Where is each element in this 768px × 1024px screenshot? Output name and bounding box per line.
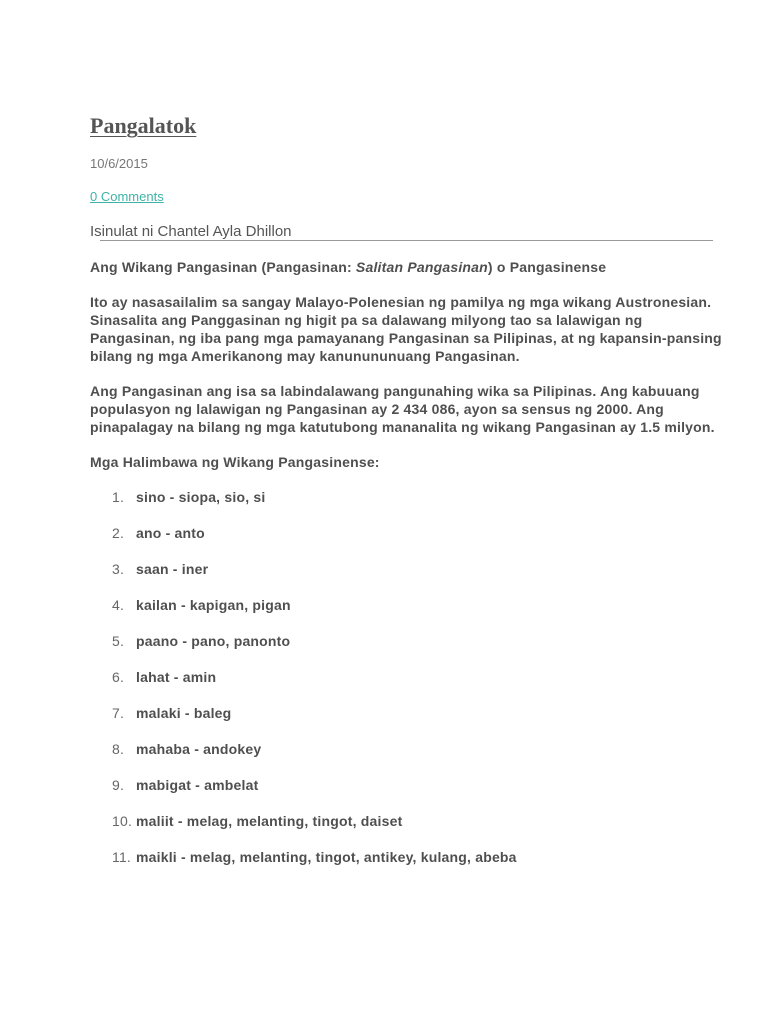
list-item-text: malaki - baleg <box>136 705 232 721</box>
list-item <box>90 740 722 776</box>
intro-text-italic: Salitan Pangasinan <box>355 259 488 275</box>
list-item-number: 5. <box>112 633 125 649</box>
comments-link[interactable]: 0 Comments <box>90 189 164 204</box>
examples-heading: Mga Halimbawa ng Wikang Pangasinense: <box>90 454 380 470</box>
list-item-text: maikli - melag, melanting, tingot, antikey, kulang, abeba <box>136 849 517 865</box>
list-item <box>90 524 722 560</box>
page-title: Pangalatok <box>90 113 197 138</box>
list-item-number: 4. <box>112 597 125 613</box>
list-item-text: lahat - amin <box>136 669 217 685</box>
examples-list <box>90 488 722 884</box>
list-item-number: 7. <box>112 705 125 721</box>
article-body <box>90 258 722 884</box>
list-item <box>90 560 722 596</box>
list-item-text: mabigat - ambelat <box>136 777 259 793</box>
list-item-number: 10. <box>112 813 133 829</box>
list-item-text: saan - iner <box>136 561 209 577</box>
byline-divider <box>100 240 713 241</box>
list-item-number: 11. <box>112 849 132 865</box>
author-byline: Isinulat ni Chantel Ayla Dhillon <box>90 223 292 240</box>
list-item <box>90 668 722 704</box>
paragraph-population: Ang Pangasinan ang isa sa labindalawang pangunahing wika sa Pilipinas. Ang kabuuang populasyon ng lalawigan ng Pangasinan ay 2 434 086, ayon sa sensus ng 2000. Ang pinapalagay na bilang ng mga katutubong mananalita ng wikang Pangasinan ay 1.5 milyon. <box>90 383 715 435</box>
list-item <box>90 704 722 740</box>
list-item-number: 6. <box>112 669 125 685</box>
post-date: 10/6/2015 <box>90 156 148 171</box>
list-item <box>90 848 722 884</box>
list-item-number: 1. <box>112 489 125 505</box>
list-item-number: 2. <box>112 525 125 541</box>
list-item <box>90 776 722 812</box>
list-item-number: 3. <box>112 561 125 577</box>
list-item-text: mahaba - andokey <box>136 741 262 757</box>
list-item-text: kailan - kapigan, pigan <box>136 597 291 613</box>
paragraph-classification: Ito ay nasasailalim sa sangay Malayo-Polenesian ng pamilya ng mga wikang Austronesian. Sinasalita ang Panggasinan ng higit pa sa dalawang milyong tao sa lalawigan ng Pangasinan, ng iba pang mga pamayanang Pangasinan sa Pilipinas, at ng kapansin-pansing bilang ng mga Amerikanong may kanunununuang Pangasinan. <box>90 294 722 364</box>
list-item-text: sino - siopa, sio, si <box>136 489 266 505</box>
list-item <box>90 488 722 524</box>
list-item-number: 9. <box>112 777 125 793</box>
list-item-text: ano - anto <box>136 525 205 541</box>
list-item-number: 8. <box>112 741 125 757</box>
list-item-text: maliit - melag, melanting, tingot, daiset <box>136 813 403 829</box>
list-item <box>90 632 722 668</box>
intro-text-after: ) o Pangasinense <box>487 259 607 275</box>
list-item <box>90 812 722 848</box>
list-item-text: paano - pano, panonto <box>136 633 291 649</box>
intro-paragraph <box>90 258 722 276</box>
list-item <box>90 596 722 632</box>
intro-text-before: Ang Wikang Pangasinan (Pangasinan: <box>90 259 356 275</box>
